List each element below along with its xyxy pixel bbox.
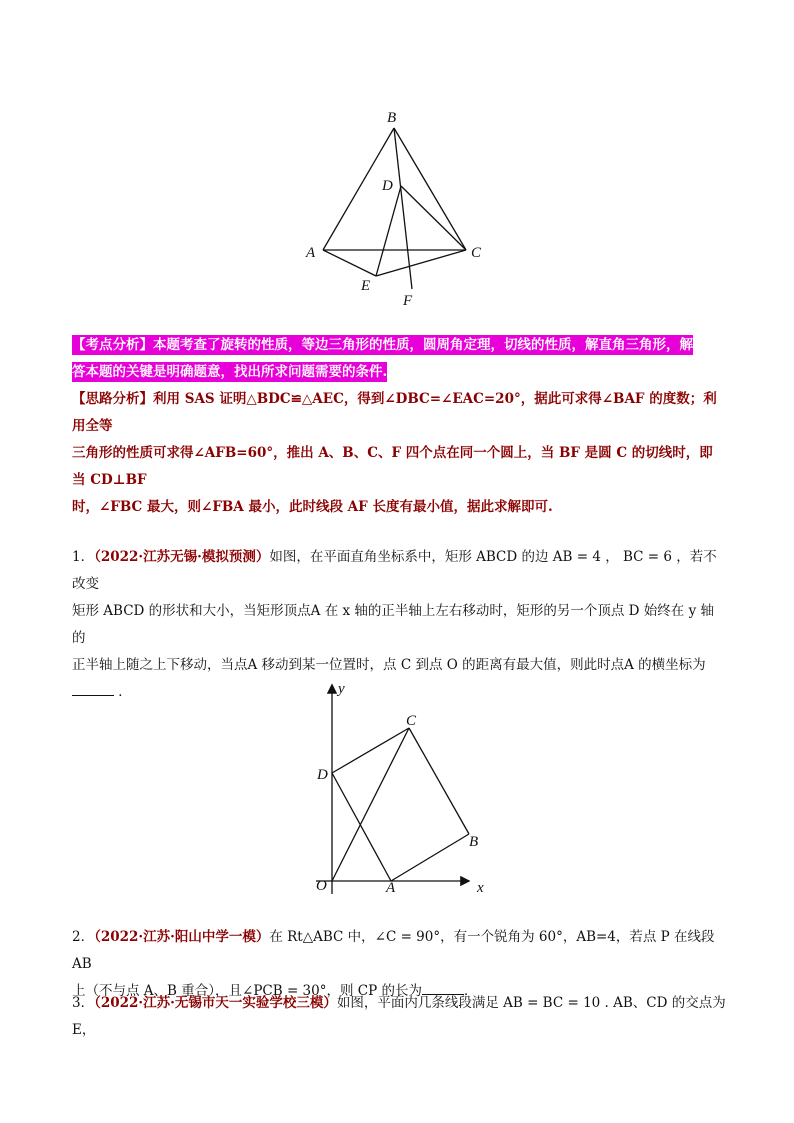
analysis-block xyxy=(72,332,722,521)
segment-ec xyxy=(376,250,466,276)
label-f: F xyxy=(403,293,413,309)
problem-3-source: （2022·江苏·无锡市天一实验学校三模） xyxy=(94,995,337,1011)
segment-bf xyxy=(394,128,412,289)
problem-1-text-1: 如图，在平面直角坐标系中，矩形 ABCD 的边 AB = 4 ， BC = 6 ，若不改变 xyxy=(72,549,717,592)
problem-1-line-3: 正半轴上随之上下移动，当点A 移动到某一位置时，点 C 到点 O 的距离有最大值，则此时点A 的横坐标为 xyxy=(72,657,706,673)
label-d: D xyxy=(317,767,328,783)
label-b: B xyxy=(387,110,397,126)
label-x: x xyxy=(477,880,484,896)
problem-2-number: 2． xyxy=(72,929,95,945)
segment-ae xyxy=(323,250,376,276)
label-c: C xyxy=(406,713,417,729)
label-b: B xyxy=(469,834,479,850)
segment-bc xyxy=(409,728,469,834)
kaodian-line-2: 答本题的关键是明确题意，找出所求问题需要的条件. xyxy=(72,364,388,380)
segment-de xyxy=(376,186,401,276)
problem-1-line-2: 矩形 ABCD 的形状和大小，当矩形顶点A 在 x 轴的正半轴上左右移动时，矩形的另一个顶点 D 始终在 y 轴的 xyxy=(72,603,715,646)
silu-line-1: 【思路分析】利用 SAS 证明△BDC≌△AEC，得到∠DBC=∠EAC=20°，据此可求得∠BAF 的度数；利用全等 xyxy=(72,391,717,434)
kaodian-analysis xyxy=(72,332,722,386)
label-c: C xyxy=(471,245,482,261)
silu-analysis xyxy=(72,386,722,521)
triangle-figure-1 xyxy=(0,0,794,320)
label-d: D xyxy=(382,178,393,194)
problem-3-text-1: 如图，平面内几条线段满足 AB = BC = 10 . AB、CD 的交点为 E， xyxy=(72,995,726,1038)
label-y: y xyxy=(338,681,345,697)
problem-2-end: ． xyxy=(463,983,478,999)
problem-1-line-1 xyxy=(72,544,727,598)
problem-3-number: 3． xyxy=(72,995,95,1011)
coordinate-figure xyxy=(0,670,794,905)
problem-1-end: ． xyxy=(118,684,132,700)
problem-2-source: （2022·江苏·阳山中学一模） xyxy=(94,929,270,945)
problem-3-line-1 xyxy=(72,990,727,1044)
label-o: O xyxy=(316,878,327,894)
kaodian-line-1: 【考点分析】本题考查了旋转的性质，等边三角形的性质，圆周角定理，切线的性质，解直角三角形，解 xyxy=(72,337,693,353)
problem-2-text-2: 上（不与点 A、B 重合），且∠PCB = 30°，则 CP 的长为 xyxy=(72,983,422,999)
problem-1-source: （2022·江苏无锡·模拟预测） xyxy=(94,549,270,565)
problem-2-line-1 xyxy=(72,924,727,978)
silu-line-3: 时，∠FBC 最大，则∠FBA 最小，此时线段 AF 长度有最小值，据此求解即可. xyxy=(72,499,553,515)
problem-2-text-1: 在 Rt△ABC 中，∠C = 90°，有一个锐角为 60°，AB=4，若点 P 在线段 AB xyxy=(72,929,715,972)
label-a: A xyxy=(386,880,396,896)
problem-3 xyxy=(72,990,727,1044)
problem-1-number: 1． xyxy=(72,549,95,565)
segment-ab xyxy=(391,834,469,881)
label-a: A xyxy=(306,245,316,261)
silu-line-2: 三角形的性质可求得∠AFB=60°，推出 A、B、C、F 四个点在同一个圆上，当 BF 是圆 C 的切线时，即当 CD⊥BF xyxy=(72,445,713,488)
label-e: E xyxy=(361,278,371,294)
